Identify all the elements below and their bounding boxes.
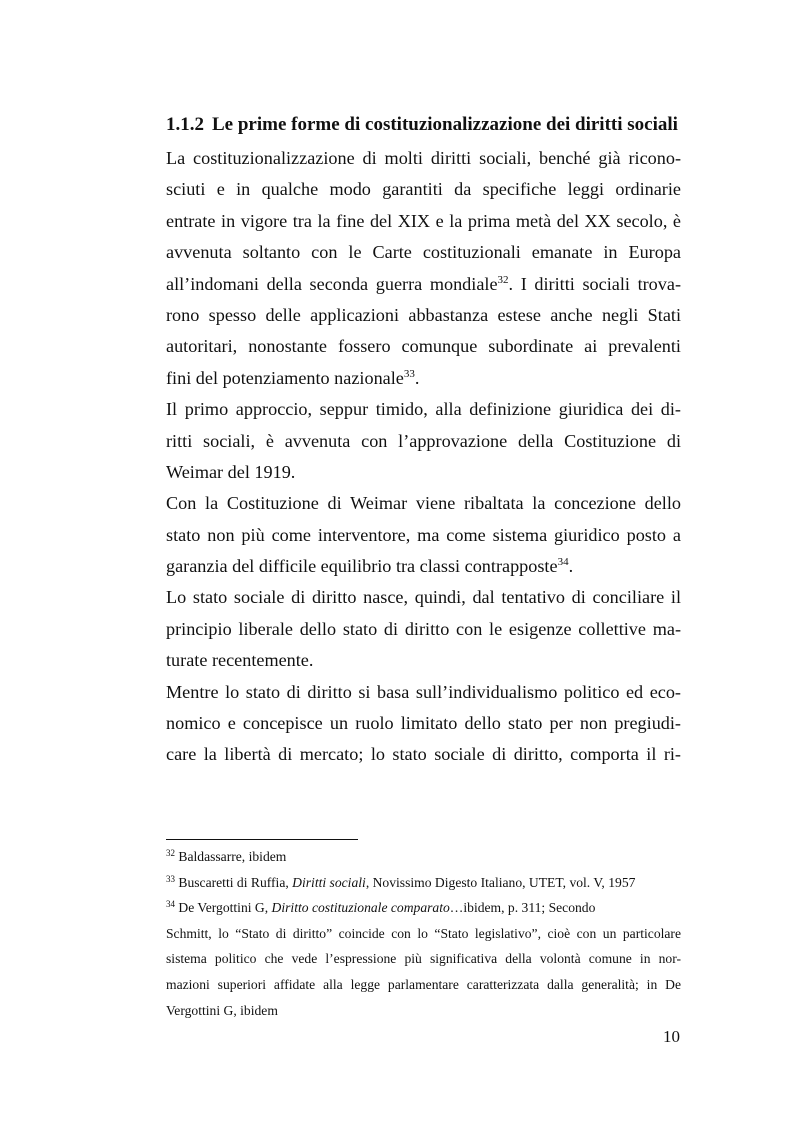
footnote-ref-33[interactable]: 33 bbox=[403, 367, 415, 380]
text-line: care la libertà di mercato; lo stato sociale di diritto, comporta il ri- bbox=[166, 744, 681, 765]
footnote-33 bbox=[166, 870, 681, 896]
text-line bbox=[166, 363, 681, 394]
footnote-number: 34 bbox=[166, 899, 175, 910]
text-line: rono spesso delle applicazioni abbastanza estese anche negli Stati bbox=[166, 304, 681, 325]
footnote-italic: Diritto costituzionale comparato bbox=[271, 900, 450, 916]
footnote-text: De Vergottini G, bbox=[175, 900, 272, 916]
text-line: La costituzionalizzazione di molti diritti sociali, benché già ricono- bbox=[166, 148, 681, 168]
text-line: principio liberale dello stato di diritto con le esigenze collettive ma- bbox=[166, 618, 681, 639]
text-line bbox=[166, 269, 681, 300]
text-line: turate recentemente. bbox=[166, 650, 314, 671]
footnote-separator bbox=[166, 839, 358, 840]
footnote-34-line: Schmitt, lo “Stato di diritto” coincide con lo “Stato legislativo”, cioè con un particolare bbox=[166, 925, 681, 941]
footnote-34-line: mazioni superiori affidate alla legge parlamentare caratterizzata dalla generalità; in De bbox=[166, 976, 681, 992]
text-line: stato non più come interventore, ma come sistema giuridico posto a bbox=[166, 524, 681, 545]
text-line: sciuti e in qualche modo garantiti da specifiche leggi ordinarie bbox=[166, 179, 681, 200]
section-number: 1.1.2 bbox=[166, 114, 204, 135]
text-span: . bbox=[568, 556, 574, 577]
page-number: 10 bbox=[663, 1027, 680, 1046]
footnote-text: …ibidem, p. 311; Secondo bbox=[449, 900, 596, 916]
text-line: Il primo approccio, seppur timido, alla definizione giuridica dei di- bbox=[166, 399, 681, 420]
footnote-italic: Diritti sociali bbox=[292, 874, 366, 890]
footnote-34-line: sistema politico che vede l’espressione più significativa della volontà comune in nor- bbox=[166, 951, 681, 967]
text-line: Mentre lo stato di diritto si basa sull’individualismo politico ed eco- bbox=[166, 681, 681, 702]
footnote-34-line: Vergottini G, ibidem bbox=[166, 1002, 278, 1018]
text-line: Weimar del 1919. bbox=[166, 461, 296, 482]
footnote-number: 32 bbox=[166, 848, 175, 858]
text-line: nomico e concepisce un ruolo limitato dello stato per non pregiudi- bbox=[166, 713, 681, 734]
text-span: . bbox=[414, 367, 420, 388]
footnote-32 bbox=[166, 844, 681, 870]
footnote-number: 33 bbox=[166, 873, 175, 884]
footnotes bbox=[166, 844, 681, 1023]
text-line: Con la Costituzione di Weimar viene ribaltata la concezione dello bbox=[166, 493, 681, 514]
section-title: Le prime forme di costituzionalizzazione dei diritti sociali bbox=[212, 114, 678, 135]
text-line: Lo stato sociale di diritto nasce, quindi, dal tentativo di conciliare il bbox=[166, 587, 681, 608]
text-span: garanzia del difficile equilibrio tra classi contrapposte bbox=[166, 556, 558, 577]
text-line: avvenuta soltanto con le Carte costituzionali emanate in Europa bbox=[166, 242, 681, 263]
text-line: ritti sociali, è avvenuta con l’approvazione della Costituzione di bbox=[166, 430, 681, 451]
footnote-text: Baldassarre, ibidem bbox=[175, 849, 287, 864]
text-line: autoritari, nonostante fossero comunque subordinate ai prevalenti bbox=[166, 336, 681, 357]
text-span: fini del potenziamento nazionale bbox=[166, 367, 404, 388]
text-span: all’indomani della seconda guerra mondiale bbox=[166, 273, 498, 294]
text-line: entrate in vigore tra la fine del XIX e la prima metà del XX secolo, è bbox=[166, 210, 681, 231]
text-span: . I diritti sociali trova- bbox=[508, 273, 681, 294]
footnote-34 bbox=[166, 895, 681, 921]
section-heading bbox=[166, 114, 696, 136]
footnote-text: Buscaretti di Ruffia, bbox=[175, 874, 293, 890]
footnote-ref-32[interactable]: 32 bbox=[497, 273, 509, 286]
footnote-ref-34[interactable]: 34 bbox=[557, 556, 569, 569]
footnote-text: , Novissimo Digesto Italiano, UTET, vol. V, 1957 bbox=[365, 874, 636, 890]
text-line bbox=[166, 551, 681, 582]
body-text bbox=[166, 143, 681, 771]
